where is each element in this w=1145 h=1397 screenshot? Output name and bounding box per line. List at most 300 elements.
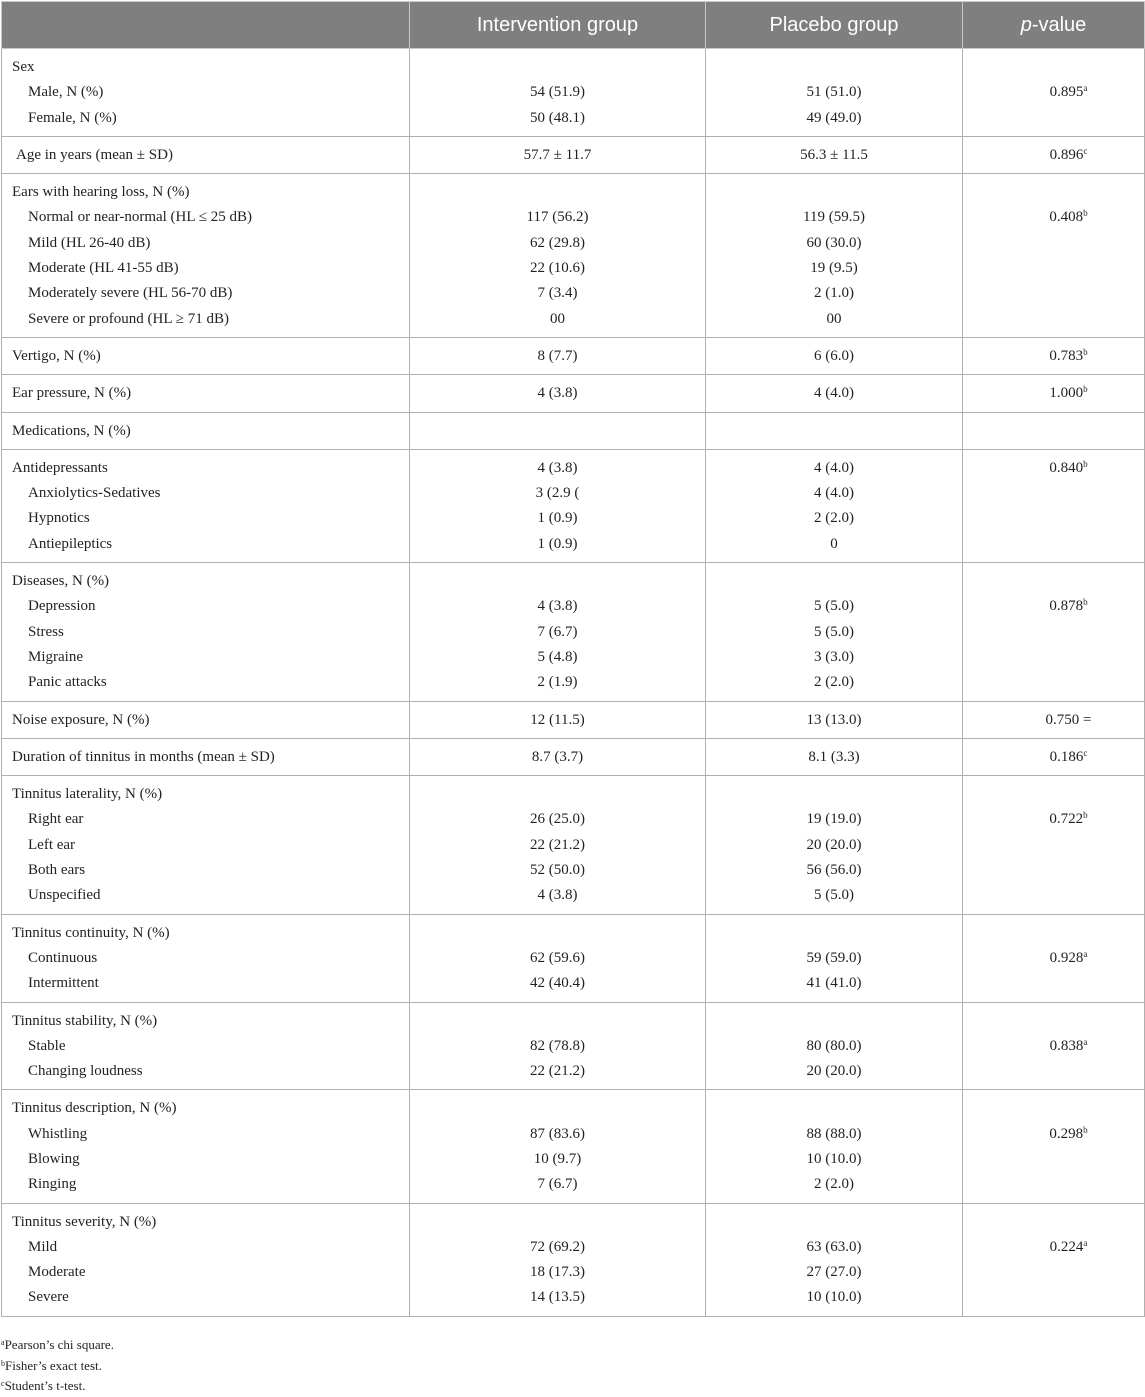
- footnote: [1, 1335, 1144, 1356]
- characteristic-label: Age in years (mean ± SD): [16, 146, 173, 163]
- intervention-value: 54 (51.9): [530, 84, 585, 101]
- characteristic-label: Tinnitus continuity, N (%): [12, 924, 170, 941]
- intervention-value: 22 (21.2): [530, 1063, 585, 1080]
- intervention-value: 4 (3.8): [537, 598, 578, 615]
- characteristic-cell: [2, 914, 410, 1002]
- p-value: [963, 532, 1144, 557]
- intervention-value: 2 (1.9): [537, 674, 578, 691]
- intervention-value: 7 (6.7): [537, 623, 578, 640]
- characteristic-label: Panic attacks: [28, 674, 107, 691]
- intervention-value: 14 (13.5): [530, 1289, 585, 1306]
- intervention-cell: [410, 914, 706, 1002]
- characteristic-label: Continuous: [28, 949, 98, 966]
- p-value: [963, 1172, 1144, 1197]
- characteristic-cell: [2, 337, 410, 374]
- placebo-value: 13 (13.0): [806, 711, 862, 728]
- placebo-value: 2 (2.0): [814, 1176, 854, 1193]
- placebo-value: 60 (30.0): [806, 234, 862, 251]
- p-value: [963, 205, 1144, 230]
- intervention-cell: [410, 738, 706, 775]
- p-value-text: [1049, 1122, 1087, 1147]
- placebo-value: [706, 782, 962, 807]
- placebo-value: 63 (63.0): [806, 1238, 862, 1255]
- p-value-number: 0.895: [1049, 84, 1084, 101]
- placebo-value: 19 (19.0): [806, 811, 862, 828]
- characteristic-label: Both ears: [28, 862, 86, 879]
- placebo-cell: [706, 1203, 963, 1316]
- placebo-value: 5 (5.0): [814, 598, 854, 615]
- table-row: [2, 1090, 1145, 1203]
- p-value: [963, 921, 1144, 946]
- p-value-test-marker: a: [1083, 83, 1088, 94]
- placebo-value: [706, 1096, 962, 1121]
- characteristic-cell: [2, 412, 410, 449]
- p-value-test-marker: b: [1083, 384, 1088, 395]
- placebo-value: 0: [830, 535, 838, 552]
- p-value-cell: [963, 563, 1145, 701]
- p-value-text: [1050, 1235, 1088, 1260]
- placebo-cell: [706, 914, 963, 1002]
- p-value: [963, 1009, 1144, 1034]
- characteristic-label: Whistling: [28, 1125, 88, 1142]
- characteristic-label: Blowing: [28, 1150, 80, 1167]
- table-footnotes: [1, 1335, 1144, 1397]
- placebo-value: 20 (20.0): [806, 836, 862, 853]
- intervention-value: 22 (21.2): [530, 836, 585, 853]
- p-value: [963, 569, 1144, 594]
- p-value-cell: [963, 174, 1145, 338]
- intervention-cell: [410, 449, 706, 562]
- intervention-value: 5 (4.8): [537, 648, 578, 665]
- placebo-cell: [706, 1090, 963, 1203]
- p-value-text: [1049, 344, 1087, 369]
- p-value: [963, 106, 1144, 131]
- p-value: [963, 419, 1144, 444]
- p-value: [963, 307, 1144, 332]
- intervention-value: 117 (56.2): [526, 209, 589, 226]
- placebo-value: 3 (3.0): [814, 648, 854, 665]
- p-value-test-marker: b: [1083, 810, 1088, 821]
- p-value: [963, 708, 1144, 733]
- p-value: [963, 381, 1144, 406]
- footnote-mark: b: [1, 1358, 5, 1368]
- table-row: [2, 701, 1145, 738]
- p-value-test-marker: a: [1083, 1036, 1088, 1047]
- p-value: [963, 946, 1144, 971]
- p-value-text: [1050, 946, 1088, 971]
- characteristic-label: Mild: [28, 1238, 58, 1255]
- placebo-cell: [706, 449, 963, 562]
- p-value-cell: [963, 337, 1145, 374]
- placebo-value: 56.3 ± 11.5: [800, 146, 868, 163]
- characteristic-label: Sex: [12, 59, 35, 75]
- characteristic-label: Depression: [28, 598, 96, 615]
- p-value-text: [1050, 745, 1088, 770]
- characteristic-cell: [2, 1002, 410, 1090]
- p-value-cell: [963, 701, 1145, 738]
- intervention-value: [410, 1009, 705, 1034]
- p-value-number: 0.928: [1049, 949, 1084, 966]
- placebo-cell: [706, 136, 963, 173]
- placebo-value: 2 (2.0): [814, 674, 854, 691]
- characteristic-cell: [2, 701, 410, 738]
- placebo-value: 2 (2.0): [814, 510, 854, 527]
- placebo-cell: [706, 375, 963, 412]
- header-intervention-group: Intervention group: [410, 2, 706, 49]
- characteristic-cell: [2, 1090, 410, 1203]
- intervention-value: [410, 1096, 705, 1121]
- p-value-cell: [963, 776, 1145, 914]
- p-value: [963, 1210, 1144, 1235]
- placebo-value: 56 (56.0): [806, 862, 862, 879]
- characteristic-label: Severe: [28, 1289, 69, 1306]
- p-value-text: [1049, 205, 1087, 230]
- table-header-row: [2, 2, 1145, 49]
- p-value: [963, 670, 1144, 695]
- header-p-value: [963, 2, 1145, 49]
- characteristic-label: Intermittent: [28, 975, 99, 992]
- footnote-text: Student’s t-test.: [4, 1378, 86, 1393]
- characteristic-label: Unspecified: [28, 887, 101, 904]
- table-row: [2, 776, 1145, 914]
- p-value: [963, 1285, 1144, 1310]
- intervention-value: 3 (2.9 (: [535, 485, 580, 502]
- p-value-text: [1050, 80, 1088, 105]
- p-value-cell: [963, 1090, 1145, 1203]
- intervention-value: 62 (59.6): [530, 949, 585, 966]
- intervention-value: 57.7 ± 11.7: [523, 146, 592, 163]
- table-row: [2, 136, 1145, 173]
- intervention-value: 7 (6.7): [537, 1176, 578, 1193]
- placebo-cell: [706, 701, 963, 738]
- intervention-value: 18 (17.3): [530, 1264, 585, 1281]
- placebo-value: [706, 1210, 962, 1235]
- intervention-value: 4 (3.8): [537, 887, 578, 904]
- p-value-text: [1050, 143, 1088, 168]
- p-value: [963, 1122, 1144, 1147]
- p-value-text: [1046, 708, 1092, 733]
- p-value-number: 0.840: [1049, 459, 1084, 476]
- placebo-value: 119 (59.5): [803, 209, 865, 226]
- placebo-cell: [706, 412, 963, 449]
- intervention-value: [410, 180, 705, 205]
- intervention-value: 8 (7.7): [537, 347, 578, 364]
- intervention-cell: [410, 776, 706, 914]
- placebo-cell: [706, 776, 963, 914]
- footnote-text: Fisher’s exact test.: [5, 1357, 102, 1373]
- p-value-test-marker: b: [1083, 346, 1088, 357]
- header-p-rest: -value: [1031, 13, 1087, 36]
- intervention-value: 82 (78.8): [530, 1037, 585, 1054]
- placebo-value: 88 (88.0): [806, 1125, 862, 1142]
- characteristic-cell: [2, 136, 410, 173]
- p-value: [963, 971, 1144, 996]
- placebo-value: [706, 180, 962, 205]
- table-row: [2, 412, 1145, 449]
- characteristic-label: Tinnitus stability, N (%): [12, 1012, 158, 1029]
- intervention-cell: [410, 1203, 706, 1316]
- intervention-value: [410, 55, 705, 80]
- table-row: [2, 738, 1145, 775]
- p-value-number: 0.783: [1049, 347, 1084, 364]
- intervention-value: [410, 782, 705, 807]
- characteristic-label: Diseases, N (%): [12, 573, 110, 590]
- intervention-value: 4 (3.8): [537, 385, 578, 402]
- p-value-cell: [963, 738, 1145, 775]
- p-value-number: 0.298: [1049, 1125, 1084, 1142]
- placebo-value: 80 (80.0): [806, 1037, 862, 1054]
- header-label-column: [2, 2, 410, 49]
- placebo-cell: [706, 1002, 963, 1090]
- intervention-value: [410, 921, 705, 946]
- characteristic-label: Mild (HL 26-40 dB): [28, 234, 151, 251]
- characteristic-label: Anxiolytics-Sedatives: [28, 485, 161, 502]
- characteristic-label: Hypnotics: [28, 510, 90, 527]
- intervention-cell: [410, 1002, 706, 1090]
- table-row: [2, 914, 1145, 1002]
- table-row: [2, 174, 1145, 338]
- characteristic-label: Tinnitus description, N (%): [12, 1100, 177, 1117]
- p-value-cell: [963, 449, 1145, 562]
- p-value-text: [1049, 456, 1087, 481]
- characteristic-label: Left ear: [28, 836, 76, 853]
- characteristic-label: Migraine: [28, 648, 83, 665]
- p-value-test-marker: b: [1083, 458, 1088, 469]
- intervention-value: 26 (25.0): [530, 811, 585, 828]
- p-value: [963, 1260, 1144, 1285]
- placebo-value: [706, 55, 962, 80]
- header-placebo-group: Placebo group: [706, 2, 963, 49]
- p-value: [963, 858, 1144, 883]
- intervention-cell: [410, 337, 706, 374]
- intervention-cell: [410, 174, 706, 338]
- placebo-value: 5 (5.0): [814, 623, 854, 640]
- placebo-value: 49 (49.0): [806, 109, 862, 126]
- placebo-value: 41 (41.0): [806, 975, 862, 992]
- placebo-value: 4 (4.0): [814, 485, 854, 502]
- p-value: [963, 1235, 1144, 1260]
- table-row: [2, 49, 1145, 137]
- p-value: [963, 281, 1144, 306]
- p-value-number: 0.408: [1049, 209, 1084, 226]
- p-value-number: 0.878: [1049, 598, 1084, 615]
- characteristic-label: Stress: [28, 623, 64, 640]
- p-value-number: 0.722: [1049, 811, 1084, 828]
- intervention-value: 8.7 (3.7): [531, 748, 584, 765]
- table-row: [2, 375, 1145, 412]
- intervention-value: 87 (83.6): [530, 1125, 585, 1142]
- p-value: [963, 1034, 1144, 1059]
- intervention-value: 1 (0.9): [537, 535, 578, 552]
- p-value-test-marker: a: [1083, 948, 1088, 959]
- intervention-value: 10 (9.7): [533, 1150, 582, 1167]
- p-value: [963, 883, 1144, 908]
- p-value: [963, 1059, 1144, 1084]
- intervention-cell: [410, 701, 706, 738]
- intervention-value: 50 (48.1): [530, 109, 585, 126]
- intervention-cell: [410, 136, 706, 173]
- p-value-number: 0.186: [1049, 748, 1084, 765]
- characteristic-label: Moderately severe (HL 56-70 dB): [28, 285, 233, 302]
- characteristic-cell: [2, 174, 410, 338]
- characteristic-cell: [2, 1203, 410, 1316]
- characteristic-label: Stable: [28, 1037, 66, 1054]
- p-value-cell: [963, 49, 1145, 137]
- intervention-value: 42 (40.4): [530, 975, 585, 992]
- characteristic-cell: [2, 49, 410, 137]
- characteristic-label: Severe or profound (HL ≥ 71 dB): [28, 310, 229, 327]
- p-value: [963, 620, 1144, 645]
- table-body: [2, 49, 1145, 1317]
- table-row: [2, 1203, 1145, 1316]
- placebo-cell: [706, 337, 963, 374]
- characteristic-label: Tinnitus laterality, N (%): [12, 786, 163, 803]
- p-value-text: [1049, 807, 1087, 832]
- footnote: [1, 1356, 1144, 1377]
- intervention-cell: [410, 412, 706, 449]
- characteristic-label: Moderate: [28, 1264, 86, 1281]
- characteristic-label: Vertigo, N (%): [12, 347, 101, 364]
- p-value-cell: [963, 1203, 1145, 1316]
- p-value-cell: [963, 412, 1145, 449]
- p-value-number: 0.224: [1049, 1238, 1084, 1255]
- placebo-value: [706, 1009, 962, 1034]
- placebo-value: 10 (10.0): [806, 1289, 862, 1306]
- p-value-text: [1049, 594, 1087, 619]
- placebo-cell: [706, 738, 963, 775]
- p-value: [963, 481, 1144, 506]
- intervention-cell: [410, 375, 706, 412]
- characteristic-cell: [2, 449, 410, 562]
- p-value-number: 1.000: [1049, 385, 1084, 402]
- characteristic-cell: [2, 375, 410, 412]
- p-value: [963, 645, 1144, 670]
- footnote-mark: a: [1, 1338, 5, 1347]
- p-value-test-marker: a: [1083, 1237, 1088, 1248]
- placebo-value: [706, 419, 962, 444]
- intervention-value: [410, 419, 705, 444]
- table-row: [2, 563, 1145, 701]
- table-row: [2, 1002, 1145, 1090]
- table-row: [2, 337, 1145, 374]
- characteristic-label: Medications, N (%): [12, 422, 131, 439]
- p-value: [963, 256, 1144, 281]
- p-value-number: 0.750 =: [1045, 711, 1092, 728]
- intervention-value: [410, 569, 705, 594]
- placebo-value: 00: [826, 310, 842, 327]
- placebo-value: 2 (1.0): [814, 285, 854, 302]
- p-value-cell: [963, 136, 1145, 173]
- characteristic-cell: [2, 776, 410, 914]
- placebo-value: 20 (20.0): [806, 1063, 862, 1080]
- p-value: [963, 80, 1144, 105]
- footnote-mark: c: [1, 1379, 5, 1388]
- intervention-cell: [410, 563, 706, 701]
- characteristic-label: Tinnitus severity, N (%): [12, 1213, 157, 1230]
- p-value: [963, 55, 1144, 80]
- p-value: [963, 143, 1144, 168]
- characteristic-label: Ringing: [28, 1176, 77, 1193]
- placebo-value: [706, 921, 962, 946]
- characteristic-label: Moderate (HL 41-55 dB): [28, 260, 179, 277]
- footnote-text: Pearson’s chi square.: [4, 1337, 114, 1352]
- p-value-text: [1049, 381, 1087, 406]
- intervention-value: 7 (3.4): [537, 285, 578, 302]
- characteristic-cell: [2, 738, 410, 775]
- placebo-value: 10 (10.0): [806, 1150, 862, 1167]
- p-value: [963, 745, 1144, 770]
- characteristic-label: Male, N (%): [28, 84, 104, 101]
- characteristic-label: Ears with hearing loss, N (%): [12, 184, 190, 201]
- p-value: [963, 180, 1144, 205]
- p-value-number: 0.896: [1049, 146, 1084, 163]
- characteristic-label: Female, N (%): [28, 109, 117, 126]
- placebo-cell: [706, 563, 963, 701]
- characteristic-label: Duration of tinnitus in months (mean ± SD): [12, 748, 275, 765]
- p-value-test-marker: c: [1083, 747, 1088, 758]
- p-value-test-marker: b: [1083, 1124, 1088, 1135]
- p-value: [963, 456, 1144, 481]
- characteristic-label: Right ear: [28, 811, 84, 828]
- intervention-cell: [410, 49, 706, 137]
- placebo-value: 4 (4.0): [814, 385, 854, 402]
- placebo-value: 8.1 (3.3): [808, 748, 860, 765]
- intervention-value: 62 (29.8): [530, 234, 585, 251]
- p-value-test-marker: b: [1083, 208, 1088, 219]
- p-value: [963, 344, 1144, 369]
- characteristic-label: Antiepileptics: [28, 535, 113, 552]
- intervention-value: 52 (50.0): [530, 862, 585, 879]
- placebo-value: 59 (59.0): [806, 949, 862, 966]
- intervention-value: 12 (11.5): [530, 711, 585, 728]
- p-value-number: 0.838: [1049, 1037, 1084, 1054]
- table-row: [2, 449, 1145, 562]
- placebo-value: 27 (27.0): [806, 1264, 862, 1281]
- characteristic-label: Noise exposure, N (%): [12, 711, 150, 728]
- placebo-value: 19 (9.5): [810, 260, 858, 277]
- placebo-value: [706, 569, 962, 594]
- characteristic-label: Normal or near-normal (HL ≤ 25 dB): [28, 209, 252, 226]
- p-value-cell: [963, 914, 1145, 1002]
- p-value-test-marker: b: [1083, 597, 1088, 608]
- p-value: [963, 594, 1144, 619]
- intervention-value: 00: [550, 310, 565, 327]
- intervention-value: [410, 1210, 705, 1235]
- placebo-value: 5 (5.0): [814, 887, 854, 904]
- p-value: [963, 833, 1144, 858]
- intervention-value: 1 (0.9): [537, 510, 578, 527]
- header-p-italic: p: [1020, 13, 1032, 36]
- placebo-value: 4 (4.0): [814, 459, 854, 476]
- intervention-value: 72 (69.2): [530, 1238, 585, 1255]
- placebo-cell: [706, 174, 963, 338]
- footnote: [1, 1376, 1144, 1397]
- intervention-value: 22 (10.6): [530, 260, 585, 277]
- p-value: [963, 1096, 1144, 1121]
- characteristic-label: Ear pressure, N (%): [12, 385, 132, 402]
- p-value: [963, 807, 1144, 832]
- p-value-text: [1050, 1034, 1088, 1059]
- placebo-cell: [706, 49, 963, 137]
- p-value-cell: [963, 1002, 1145, 1090]
- placebo-value: 6 (6.0): [814, 347, 854, 364]
- intervention-value: 4 (3.8): [537, 459, 578, 476]
- p-value-test-marker: c: [1083, 145, 1088, 156]
- baseline-characteristics-table: [1, 1, 1145, 1317]
- p-value: [963, 231, 1144, 256]
- p-value: [963, 506, 1144, 531]
- p-value: [963, 1147, 1144, 1172]
